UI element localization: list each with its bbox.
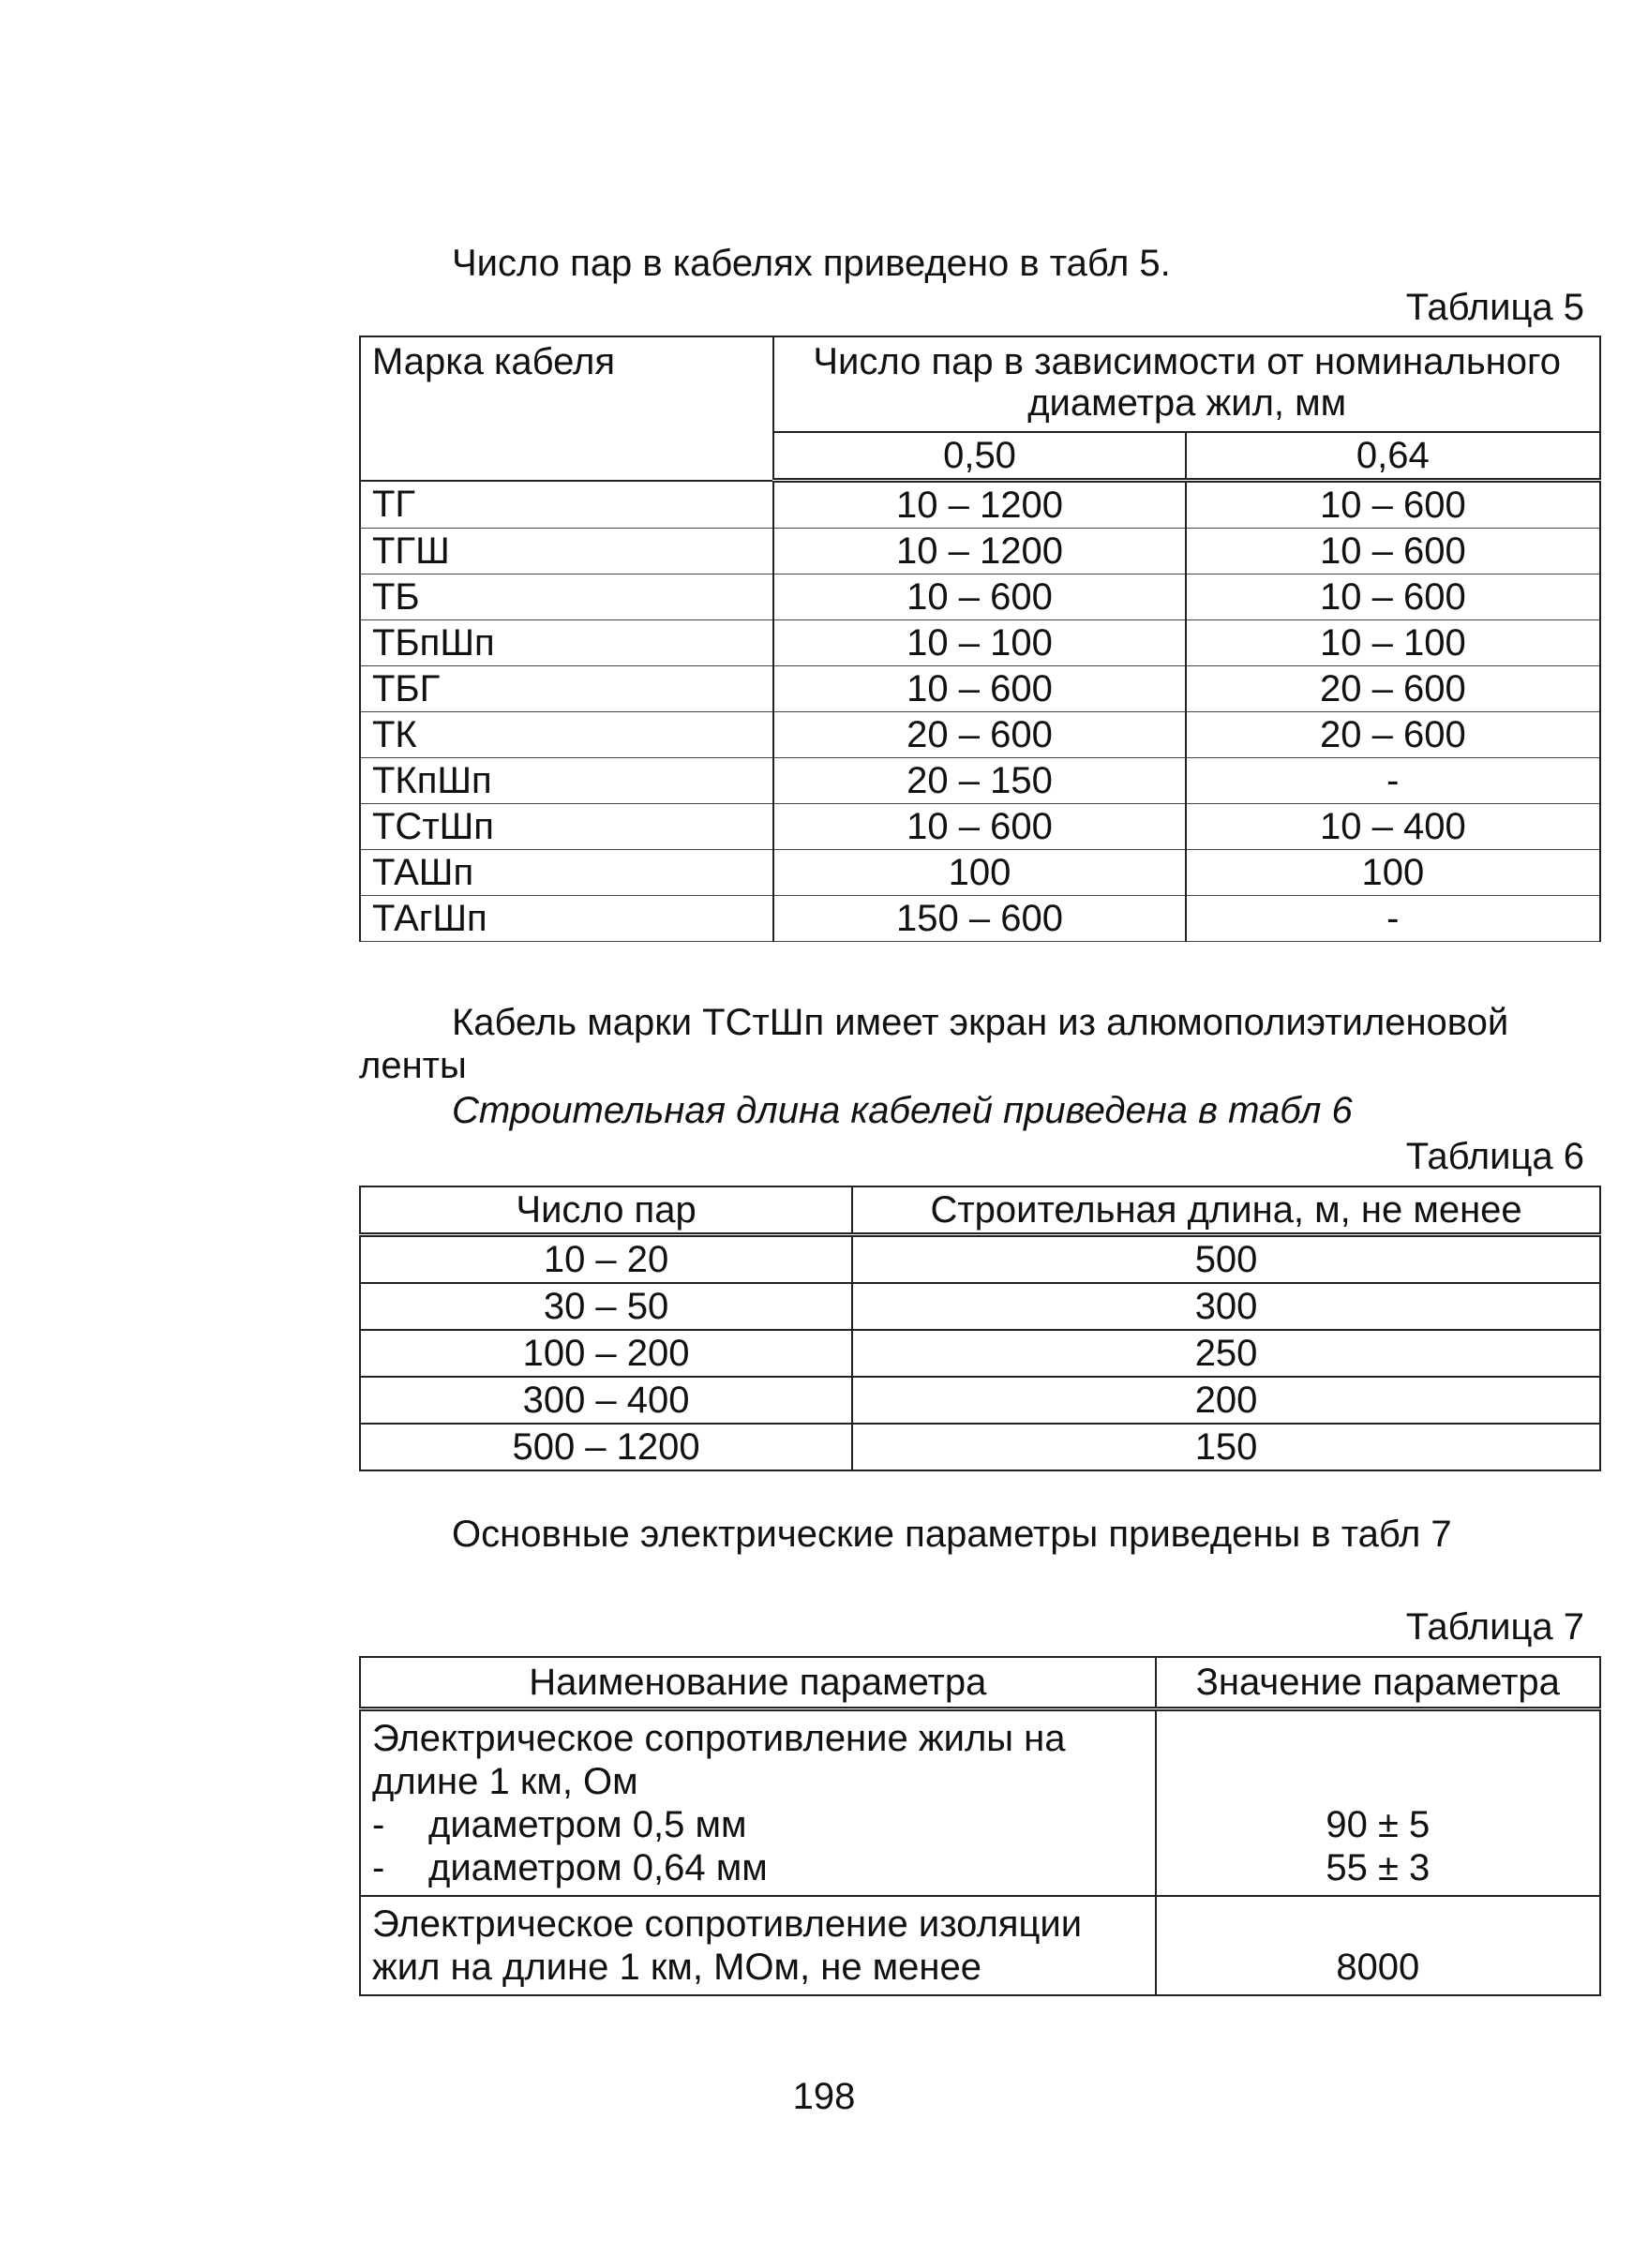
table5-v050: 20 – 600 [773, 712, 1185, 758]
table6-pairs: 100 – 200 [360, 1330, 852, 1377]
table5-header-group: Число пар в зависимости от номинального диаметра жил, мм [773, 336, 1600, 432]
table5-v050: 10 – 1200 [773, 529, 1185, 574]
table5-v050: 100 [773, 850, 1185, 896]
table-row [360, 712, 1600, 758]
table5-v064: 100 [1186, 850, 1600, 896]
table5-v064: 20 – 600 [1186, 666, 1600, 712]
table5-v050: 150 – 600 [773, 896, 1185, 942]
table6-pairs: 500 – 1200 [360, 1424, 852, 1470]
table5-v064: - [1186, 758, 1600, 804]
table6 [359, 1186, 1601, 1471]
param-item [372, 1846, 1144, 1889]
table6-length: 200 [852, 1377, 1600, 1424]
table5-header-brand: Марка кабеля [360, 336, 773, 481]
table-row [360, 666, 1600, 712]
table5-caption: Таблица 5 [1405, 287, 1584, 328]
value-line: 90 ± 5 [1326, 1804, 1431, 1845]
table5-header-064: 0,64 [1186, 432, 1600, 481]
table6-pairs: 10 – 20 [360, 1235, 852, 1284]
table6-pairs: 300 – 400 [360, 1377, 852, 1424]
table-row [360, 1283, 1600, 1330]
table5-header-050: 0,50 [773, 432, 1185, 481]
table7-header-name: Наименование параметра [360, 1657, 1156, 1709]
table5-v050: 10 – 100 [773, 620, 1185, 666]
table-row [360, 1424, 1600, 1470]
table5-brand: ТБ [360, 574, 773, 620]
table-row [360, 1330, 1600, 1377]
table-row [360, 850, 1600, 896]
screen-note-line1: Кабель марки ТСтШп имеет экран из алюмополиэтиленовой [452, 1002, 1509, 1043]
dash-marker: - [372, 1804, 385, 1845]
table-row [360, 529, 1600, 574]
table-row [360, 620, 1600, 666]
value-line: 8000 [1336, 1947, 1420, 1988]
table5-brand: ТАгШп [360, 896, 773, 942]
intro-table6: Строительная длина кабелей приведена в табл 6 [452, 1090, 1353, 1131]
table5-v064: - [1186, 896, 1600, 942]
param-item [372, 1803, 1144, 1846]
table5-v064: 10 – 600 [1186, 574, 1600, 620]
table7-caption: Таблица 7 [1405, 1606, 1584, 1648]
table5-v050: 10 – 600 [773, 574, 1185, 620]
table6-length: 300 [852, 1283, 1600, 1330]
table7-values-resistance [1156, 1709, 1600, 1897]
table5 [359, 336, 1601, 942]
table6-length: 250 [852, 1330, 1600, 1377]
table6-length: 150 [852, 1424, 1600, 1470]
table5-brand: ТБпШп [360, 620, 773, 666]
table7 [359, 1656, 1601, 1996]
table5-brand: ТК [360, 712, 773, 758]
param-item-text: диаметром 0,64 мм [428, 1847, 768, 1888]
table7-header-value: Значение параметра [1156, 1657, 1600, 1709]
table6-length: 500 [852, 1235, 1600, 1284]
intro-table5: Число пар в кабелях приведено в табл 5. [452, 243, 1171, 284]
table-row [360, 574, 1600, 620]
table5-v064: 10 – 600 [1186, 529, 1600, 574]
table5-v064: 10 – 400 [1186, 804, 1600, 850]
table5-v064: 10 – 600 [1186, 481, 1600, 529]
param-line: длине 1 км, Ом [372, 1761, 638, 1802]
table6-header-pairs: Число пар [360, 1186, 852, 1235]
table5-v064: 20 – 600 [1186, 712, 1600, 758]
table5-v064: 10 – 100 [1186, 620, 1600, 666]
page-number: 198 [792, 2076, 856, 2117]
table7-value-insulation [1156, 1896, 1600, 1995]
table-row [360, 804, 1600, 850]
table5-brand: ТАШп [360, 850, 773, 896]
table-row [360, 1709, 1600, 1897]
table-row [360, 1377, 1600, 1424]
table-row [360, 1235, 1600, 1284]
param-item-text: диаметром 0,5 мм [428, 1804, 747, 1845]
screen-note-line2: ленты [359, 1045, 467, 1086]
table5-brand: ТГШ [360, 529, 773, 574]
dash-marker: - [372, 1847, 385, 1888]
table5-v050: 10 – 600 [773, 666, 1185, 712]
table7-param-resistance [360, 1709, 1156, 1897]
table5-brand: ТКпШп [360, 758, 773, 804]
table5-brand: ТБГ [360, 666, 773, 712]
param-line: Электрическое сопротивление изоляции [372, 1903, 1083, 1945]
table5-brand: ТГ [360, 481, 773, 529]
intro-table7: Основные электрические параметры приведены в табл 7 [452, 1514, 1452, 1555]
table6-pairs: 30 – 50 [360, 1283, 852, 1330]
table-row [360, 481, 1600, 529]
table6-header-length: Строительная длина, м, не менее [852, 1186, 1600, 1235]
table5-v050: 20 – 150 [773, 758, 1185, 804]
table5-v050: 10 – 1200 [773, 481, 1185, 529]
table-row [360, 896, 1600, 942]
table-row [360, 1896, 1600, 1995]
table7-param-insulation [360, 1896, 1156, 1995]
table5-brand: ТСтШп [360, 804, 773, 850]
value-line: 55 ± 3 [1326, 1847, 1431, 1888]
table5-v050: 10 – 600 [773, 804, 1185, 850]
param-line: Электрическое сопротивление жилы на [372, 1718, 1066, 1759]
table-row [360, 758, 1600, 804]
param-line: жил на длине 1 км, МОм, не менее [372, 1947, 981, 1988]
table6-caption: Таблица 6 [1405, 1136, 1584, 1177]
